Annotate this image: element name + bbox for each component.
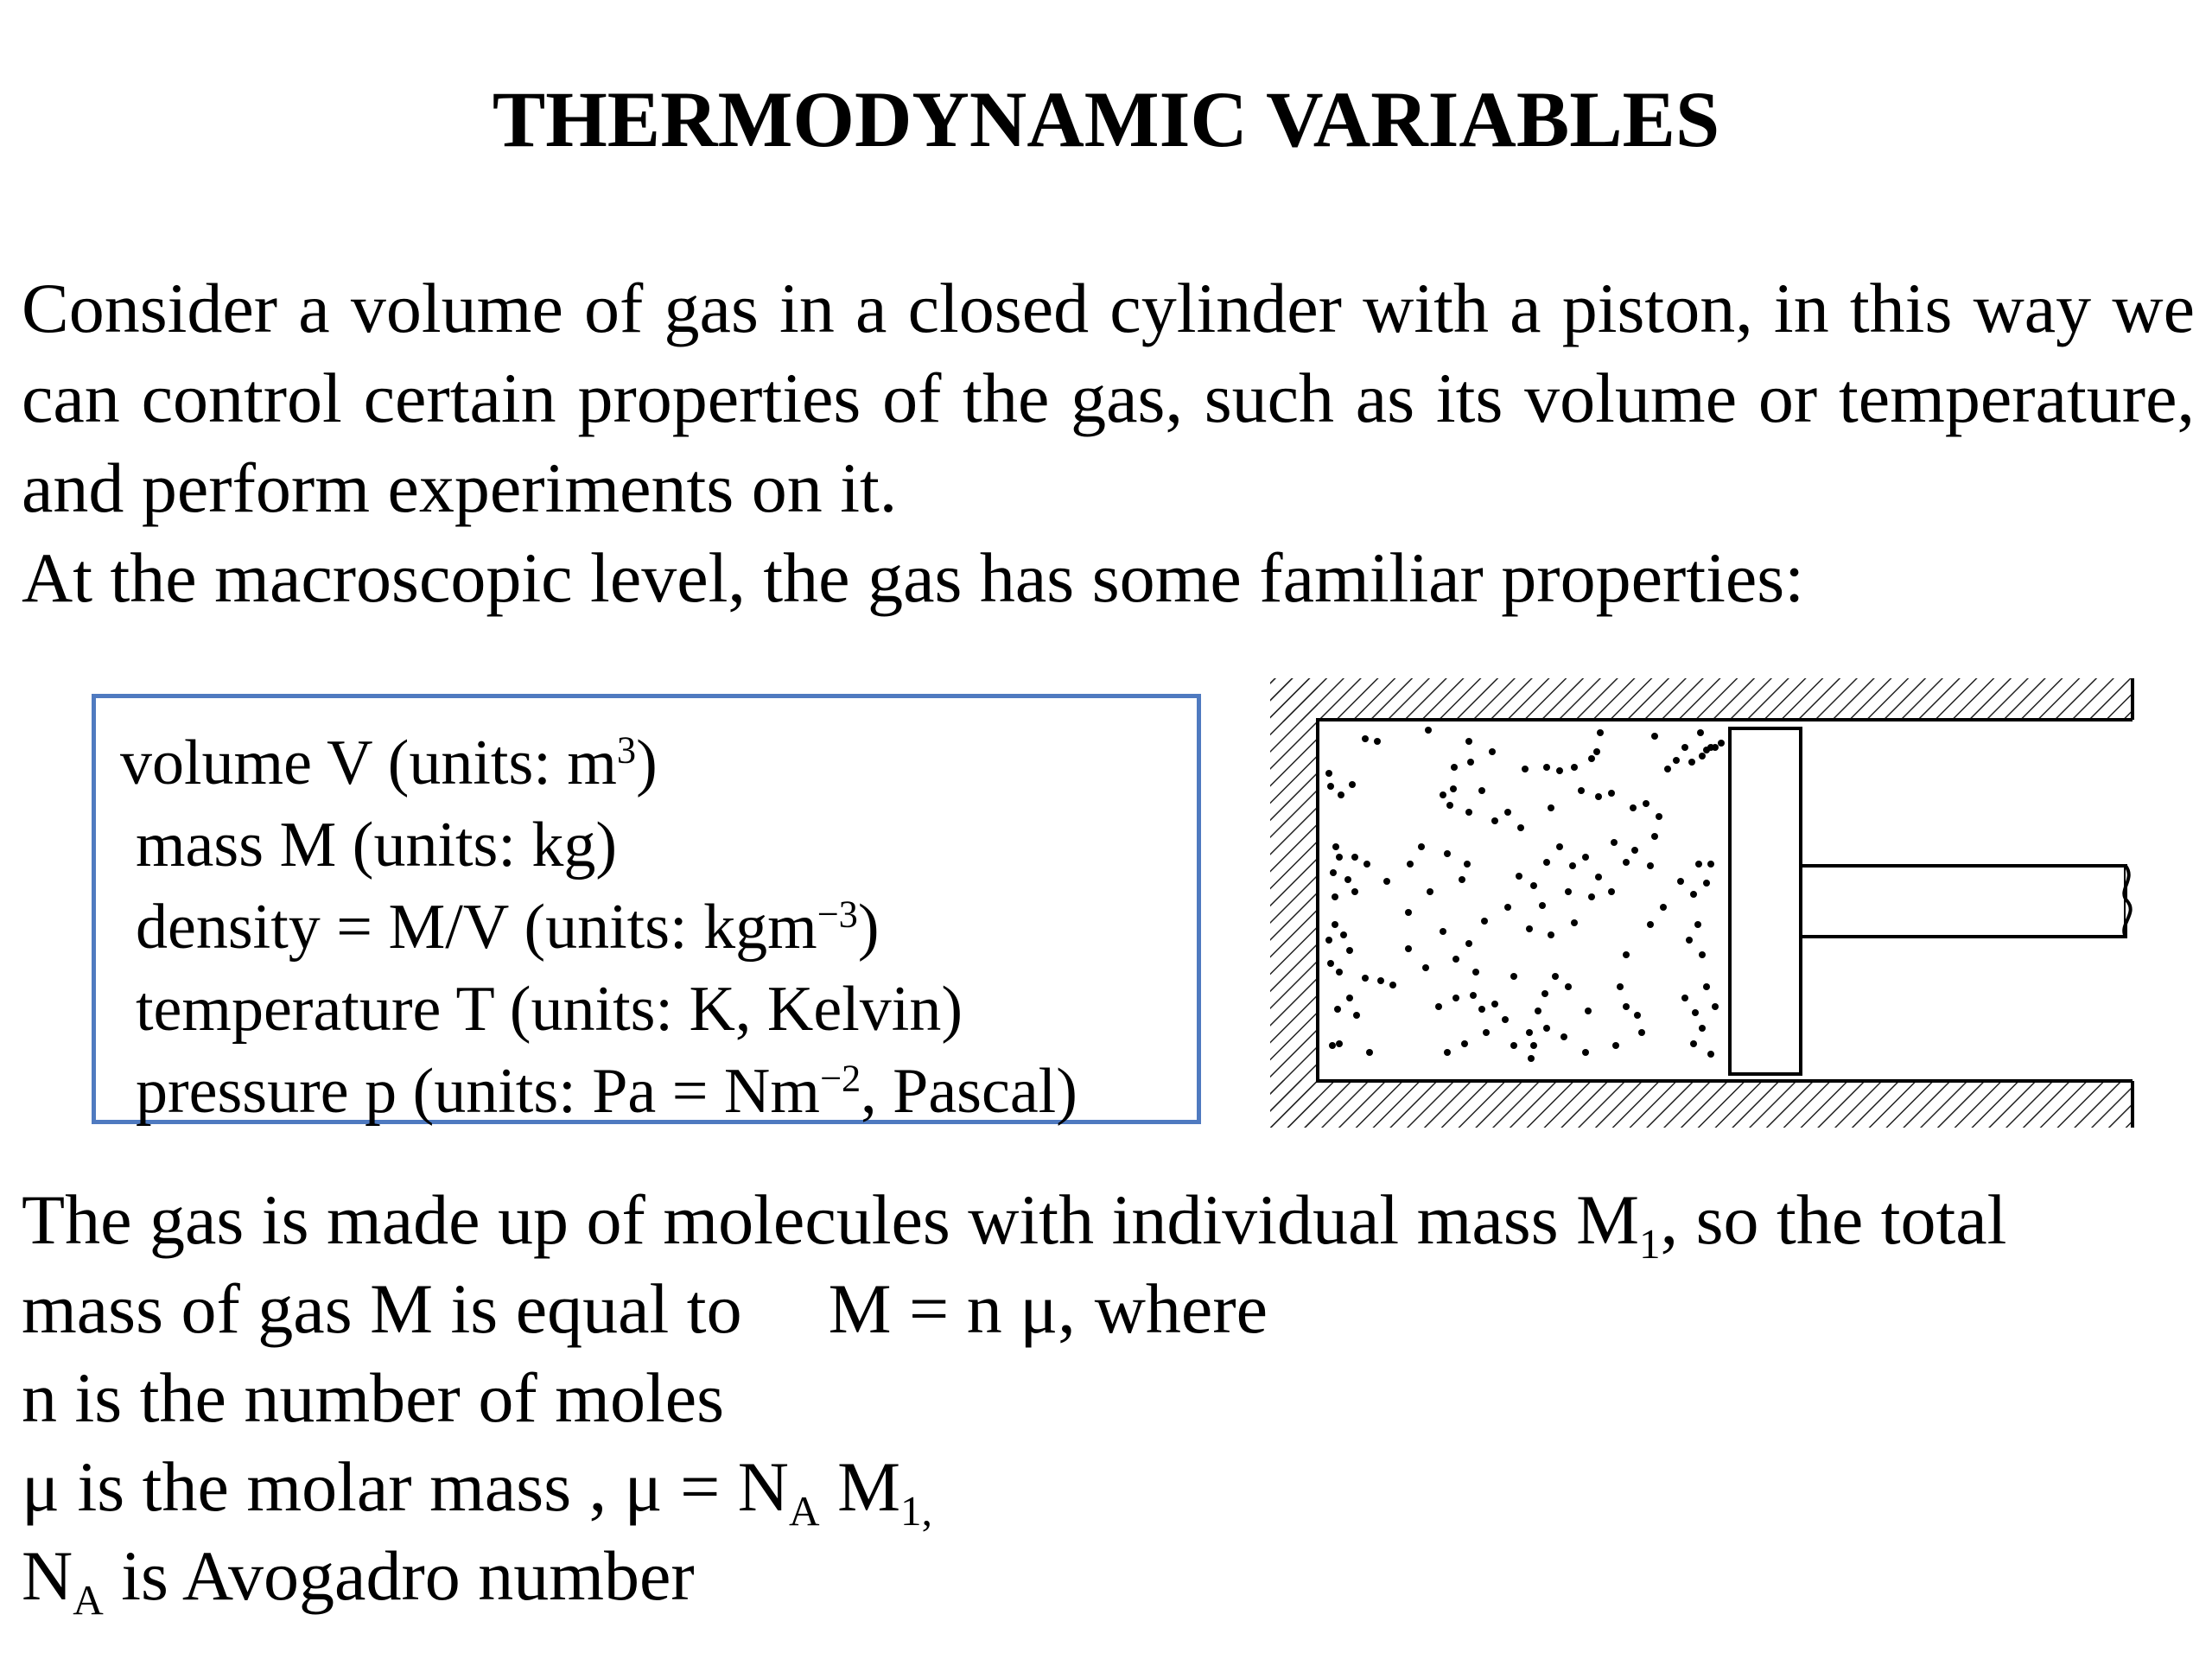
intro-text (22, 264, 2195, 623)
left-wall-hatch (1270, 678, 1318, 1128)
bottom-wall-hatch (1270, 1080, 2134, 1128)
mass-equation: M = n μ, (828, 1269, 1076, 1348)
property-density: density = M/V (units: kgm$^{-3}$) (136, 892, 880, 963)
properties-box (92, 694, 1201, 1127)
molecules-line-3: n is the number of moles (22, 1358, 725, 1437)
molecules-line-2: mass of gas M is equal to M = n μ, where (22, 1269, 1268, 1348)
molecules-text (22, 1175, 2195, 1624)
property-volume: volume V (units: $m^3$) (120, 728, 658, 798)
property-mass: mass M (units: kg) (136, 810, 618, 880)
piston-cylinder-diagram (1270, 665, 2152, 1145)
molecules-line-5: $N_A$ is Avogadro number (22, 1536, 695, 1624)
property-temperature: temperature T (units: K, Kelvin) (136, 974, 963, 1045)
molecules-line-4: μ is the molar mass , $\mu = N_A$ $M_{1,}$ (22, 1447, 932, 1535)
intro-properties-lead: At the macroscopic level, the gas has some familiar properties: (22, 538, 1804, 617)
page-title: THERMODYNAMIC VARIABLES (492, 75, 1720, 163)
molecules-line-1: The gas is made up of molecules with individual mass $M_1$, so the total (22, 1180, 2007, 1268)
piston (1730, 728, 1801, 1074)
piston-rod (1789, 866, 2126, 937)
intro-paragraph: Consider a volume of gas in a closed cylinder with a piston, in this way we can control certain properties of the gas, such as its volume or temperature, and perform experiments on it. (22, 269, 2195, 527)
property-pressure: pressure p (units: $Pa = Nm^{-2}$, Pascal) (136, 1056, 1077, 1127)
top-wall-hatch (1270, 678, 2134, 721)
